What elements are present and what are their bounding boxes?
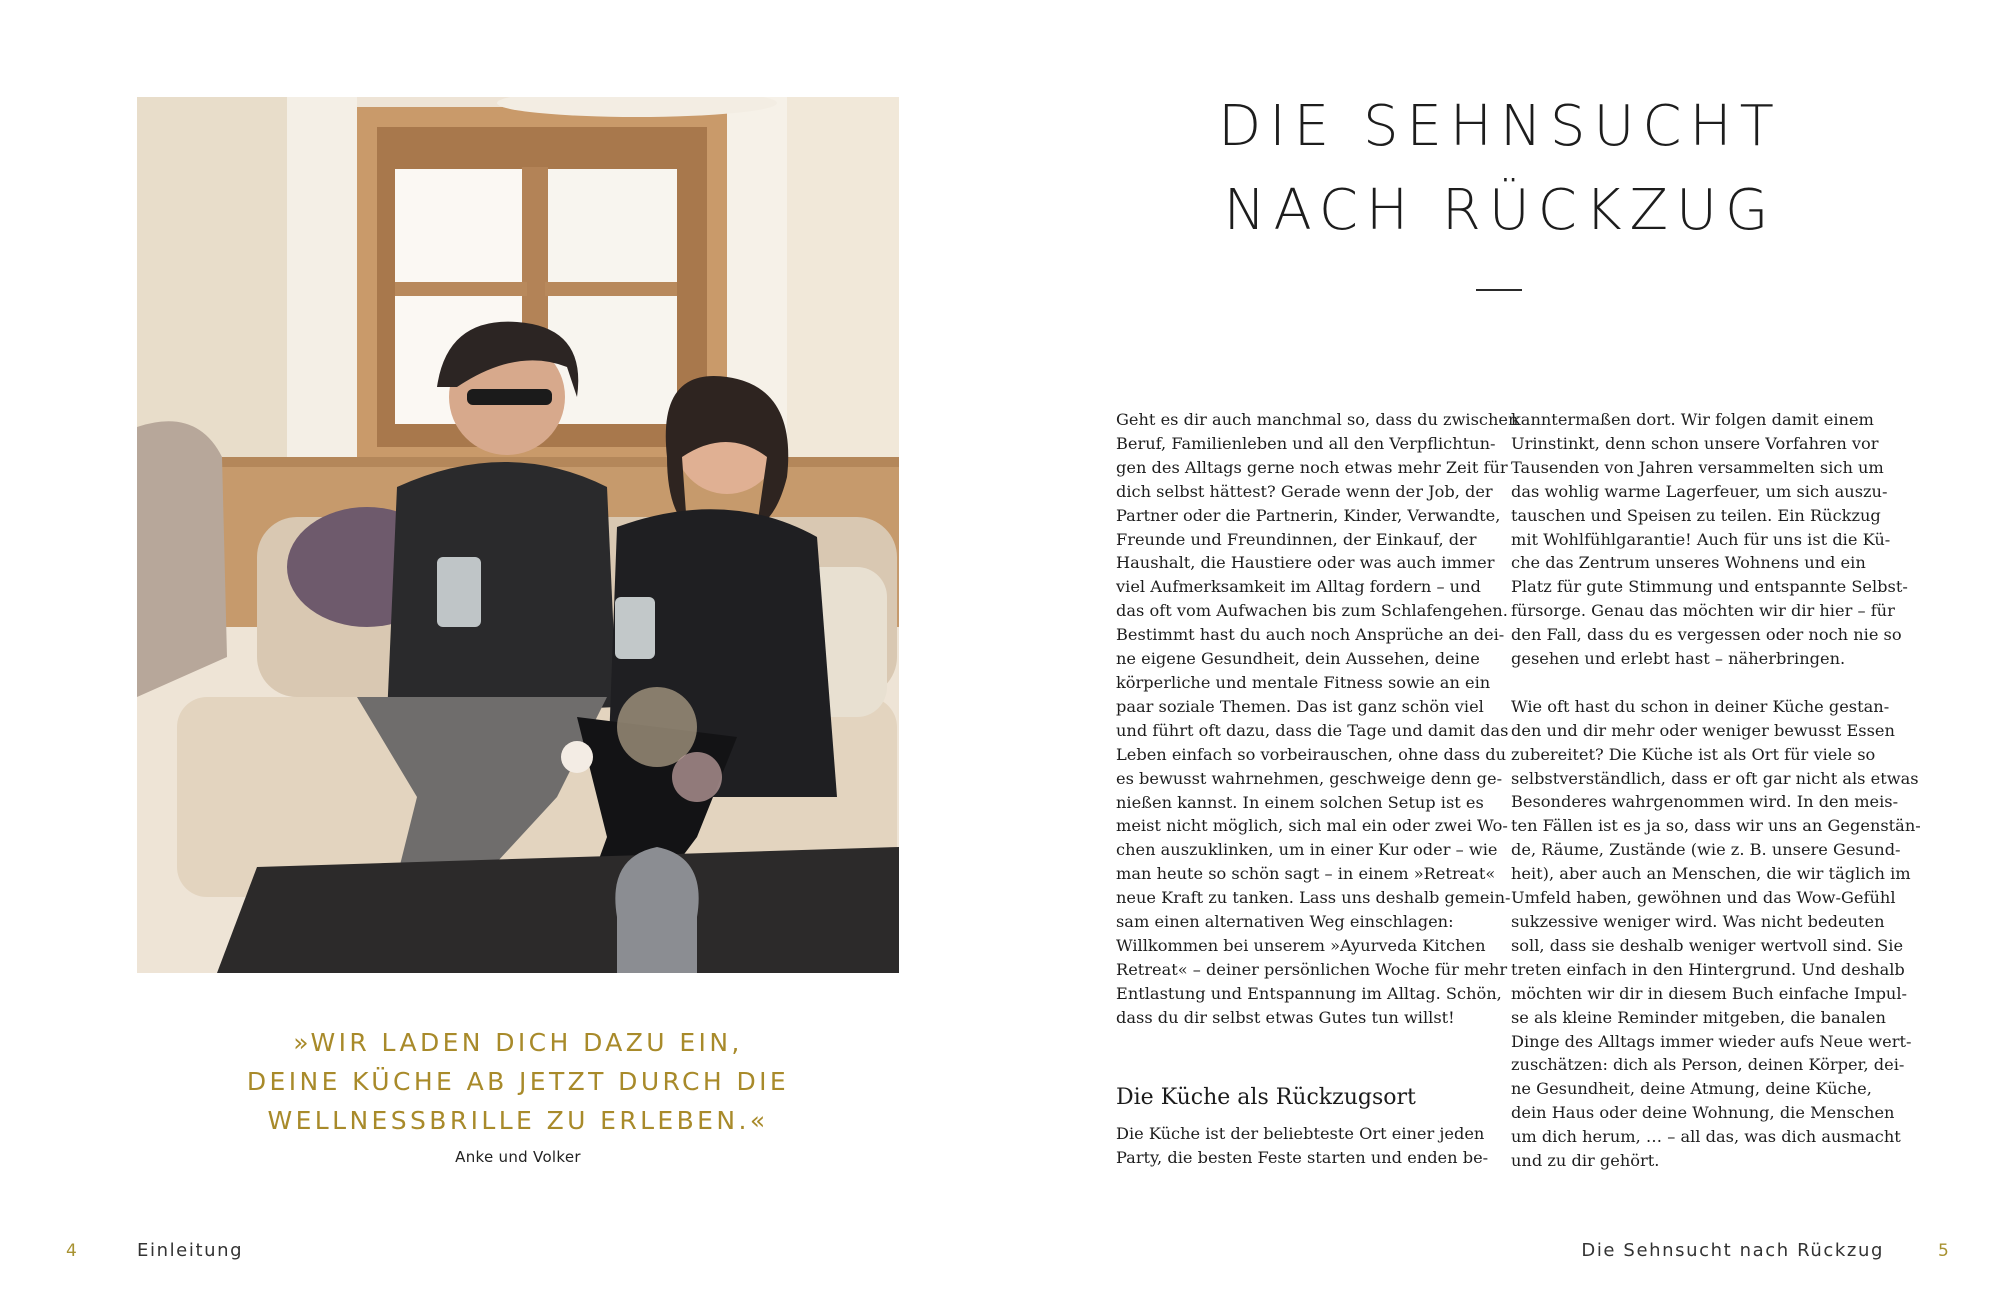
body-text-line: und zu dir gehört. (1511, 1151, 1660, 1171)
body-text-line: nießen kannst. In einem solchen Setup ist es (1116, 792, 1484, 812)
body-text-line: das wohlig warme Lagerfeuer, um sich auszu- (1511, 481, 1888, 501)
body-text-line: treten einfach in den Hintergrund. Und deshalb (1511, 959, 1905, 979)
body-text-line: zuschätzen: dich als Person, deinen Körper, dei- (1511, 1055, 1905, 1075)
page-title-line: DIE SEHNSUCHT (1218, 94, 1782, 159)
body-text-line: und führt oft dazu, dass die Tage und damit das (1116, 720, 1509, 740)
pull-quote-line: DEINE KÜCHE AB JETZT DURCH DIE (246, 1067, 790, 1096)
body-text-line: Freunde und Freundinnen, der Einkauf, der (1116, 529, 1477, 549)
body-text-line: dass du dir selbst etwas Gutes tun willst! (1116, 1007, 1455, 1027)
body-text-line: Leben einfach so vorbeirauschen, ohne dass du (1116, 744, 1507, 764)
page-number-right: 5 (1938, 1241, 1949, 1261)
body-text-line: zubereitet? Die Küche ist als Ort für viele so (1511, 744, 1876, 764)
body-text-line: dich selbst hättest? Gerade wenn der Job, der (1116, 481, 1493, 501)
body-text-line: Entlastung und Entspannung im Alltag. Schön, (1116, 983, 1502, 1003)
pull-quote (137, 1023, 899, 1140)
body-text-line: Umfeld haben, gewöhnen und das Wow-Gefühl (1511, 888, 1896, 908)
body-text-line: Urinstinkt, denn schon unsere Vorfahren vor (1511, 433, 1879, 453)
body-text-line: Dinge des Alltags immer wieder aufs Neue wert- (1511, 1031, 1912, 1051)
section-subheading: Die Küche als Rückzugsort (1116, 1085, 1416, 1110)
body-text-line: dein Haus oder deine Wohnung, die Menschen (1511, 1103, 1895, 1123)
body-text-line: Besonderes wahrgenommen wird. In den meis- (1511, 792, 1899, 812)
body-column-left (1116, 408, 1519, 1030)
body-text-line: Die Küche ist der beliebteste Ort einer jeden (1116, 1124, 1485, 1143)
body-text-line: soll, dass sie deshalb weniger wertvoll sind. Sie (1511, 935, 1904, 955)
body-text-line: es bewusst wahrnehmen, geschweige denn ge- (1116, 768, 1503, 788)
body-text-line: chen auszuklinken, um in einer Kur oder – wie (1116, 840, 1498, 860)
running-head-left: Einleitung (137, 1240, 244, 1261)
body-text-line: Party, die besten Feste starten und enden be- (1116, 1147, 1489, 1167)
body-text-line: se als kleine Reminder mitgeben, die banalen (1511, 1007, 1886, 1027)
body-text-line: gesehen und erlebt hast – näherbringen. (1511, 649, 1846, 669)
quote-attribution: Anke und Volker (455, 1148, 581, 1166)
body-text-line: Partner oder die Partnerin, Kinder, Verwandte, (1116, 505, 1501, 525)
body-text-line: um dich herum, … – all das, was dich ausmacht (1511, 1127, 1901, 1147)
body-text-line: mit Wohlfühlgarantie! Auch für uns ist die Kü- (1511, 529, 1891, 549)
page-number-left: 4 (66, 1241, 77, 1261)
body-text-line: Wie oft hast du schon in deiner Küche gestan- (1511, 696, 1890, 716)
pull-quote-line: WELLNESSBRILLE ZU ERLEBEN.« (267, 1106, 769, 1135)
body-text-line: viel Aufmerksamkeit im Alltag fordern – und (1116, 577, 1481, 597)
body-column-right (1511, 408, 1921, 1173)
body-text-line: kanntermaßen dort. Wir folgen damit einem (1511, 410, 1874, 429)
body-column-left-continued (1116, 1122, 1496, 1170)
pull-quote-line: »WIR LADEN DICH DAZU EIN, (293, 1028, 743, 1057)
body-text-line: heit), aber auch an Menschen, die wir täglich im (1511, 864, 1911, 884)
body-text-line: Geht es dir auch manchmal so, dass du zwischen (1116, 410, 1519, 429)
body-text-line: meist nicht möglich, sich mal ein oder zwei Wo- (1116, 816, 1508, 836)
couple-on-sofa-photo (137, 97, 899, 973)
paragraph-gap (1511, 671, 1891, 695)
body-text-line: Haushalt, die Haustiere oder was auch immer (1116, 553, 1495, 573)
photo-illustration (137, 97, 899, 973)
body-text-line: ne Gesundheit, deine Atmung, deine Küche, (1511, 1079, 1872, 1099)
running-head-right: Die Sehnsucht nach Rückzug (1581, 1240, 1884, 1261)
page-title (1115, 85, 1885, 253)
body-text-line: Willkommen bei unserem »Ayurveda Kitchen (1116, 935, 1486, 955)
body-text-line: Beruf, Familienleben und all den Verpflichtun- (1116, 433, 1496, 453)
body-text-line: che das Zentrum unseres Wohnens und ein (1511, 553, 1866, 573)
body-text-line: körperliche und mentale Fitness sowie an ein (1116, 672, 1491, 692)
body-text-line: das oft vom Aufwachen bis zum Schlafengehen. (1116, 601, 1508, 621)
body-text-line: fürsorge. Genau das möchten wir dir hier – für (1511, 601, 1895, 621)
body-text-line: den und dir mehr oder weniger bewusst Essen (1511, 720, 1895, 740)
body-text-line: tauschen und Speisen zu teilen. Ein Rückzug (1511, 505, 1881, 525)
body-text-line: Platz für gute Stimmung und entspannte Selbst- (1511, 577, 1908, 597)
body-text-line: möchten wir dir in diesem Buch einfache Impul- (1511, 983, 1908, 1003)
body-text-line: gen des Alltags gerne noch etwas mehr Zeit für (1116, 457, 1508, 477)
body-text-line: Bestimmt hast du auch noch Ansprüche an dei- (1116, 625, 1505, 645)
page-title-line: NACH RÜCKZUG (1223, 178, 1777, 243)
body-text-line: neue Kraft zu tanken. Lass uns deshalb gemein- (1116, 888, 1511, 908)
body-text-line: selbstverständlich, dass er oft gar nicht als etwas (1511, 768, 1919, 788)
title-divider (1476, 289, 1522, 291)
body-text-line: man heute so schön sagt – in einem »Retreat« (1116, 864, 1496, 884)
body-text-line: paar soziale Themen. Das ist ganz schön viel (1116, 696, 1484, 716)
body-text-line: de, Räume, Zustände (wie z. B. unsere Gesund- (1511, 840, 1901, 860)
body-text-line: sukzessive weniger wird. Was nicht bedeuten (1511, 912, 1885, 932)
body-text-line: Retreat« – deiner persönlichen Woche für mehr (1116, 959, 1508, 979)
body-text-line: sam einen alternativen Weg einschlagen: (1116, 912, 1454, 932)
body-text-line: ten Fällen ist es ja so, dass wir uns an Gegenstän- (1511, 816, 1921, 836)
body-text-line: ne eigene Gesundheit, dein Aussehen, deine (1116, 649, 1480, 669)
body-text-line: den Fall, dass du es vergessen oder noch nie so (1511, 625, 1902, 645)
body-text-line: Tausenden von Jahren versammelten sich um (1511, 457, 1884, 477)
